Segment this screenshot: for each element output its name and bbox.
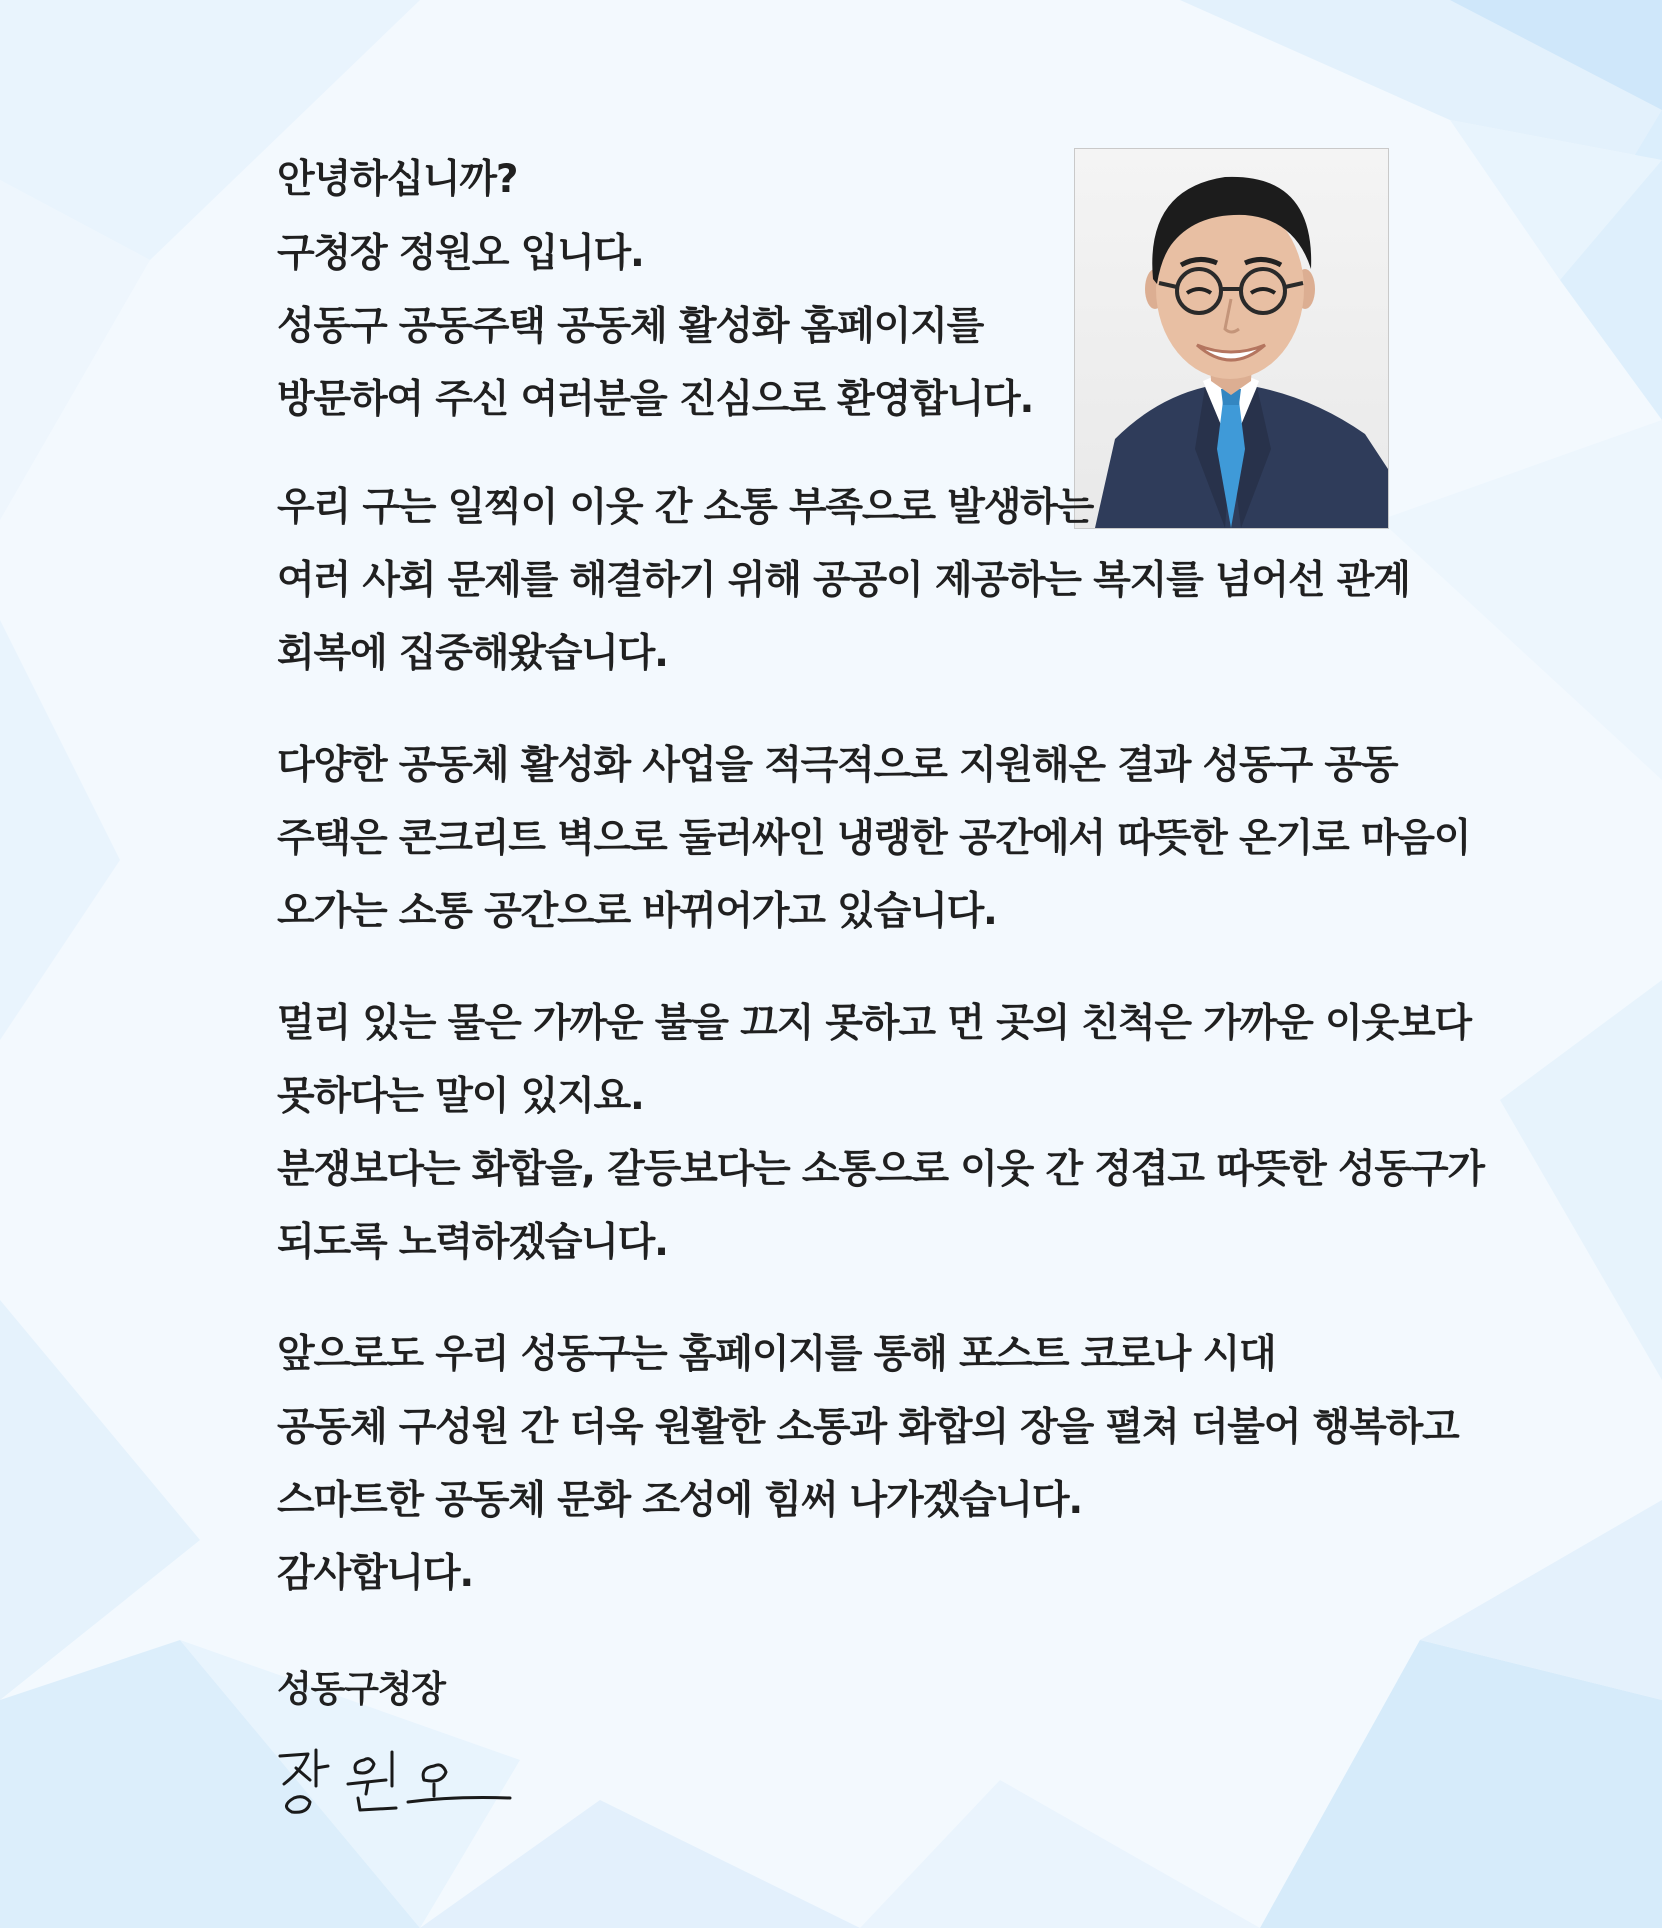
paragraph-1-line-3: 회복에 집중해왔습니다.: [277, 631, 668, 676]
paragraph-3-line-4: 되도록 노력하겠습니다.: [277, 1220, 668, 1265]
paragraph-2-line-2: 주택은 콘크리트 벽으로 둘러싸인 냉랭한 공간에서 따뜻한 온기로 마음이: [277, 816, 1471, 861]
paragraph-4-line-4: 감사합니다.: [277, 1551, 473, 1596]
paragraph-1-line-2: 여러 사회 문제를 해결하기 위해 공공이 제공하는 복지를 넘어선 관계: [277, 558, 1410, 603]
greeting-line-3: 성동구 공동주택 공동체 활성화 홈페이지를: [277, 304, 984, 349]
greeting-line-1: 안녕하십니까?: [277, 157, 518, 202]
greeting-line-2: 구청장 정원오 입니다.: [277, 231, 644, 276]
paragraph-4-line-1: 앞으로도 우리 성동구는 홈페이지를 통해 포스트 코로나 시대: [277, 1332, 1276, 1377]
paragraph-4-line-3: 스마트한 공동체 문화 조성에 힘써 나가겠습니다.: [277, 1478, 1082, 1523]
paragraph-3-line-3: 분쟁보다는 화합을, 갈등보다는 소통으로 이웃 간 정겹고 따뜻한 성동구가: [277, 1147, 1484, 1192]
paragraph-3-line-1: 멀리 있는 물은 가까운 불을 끄지 못하고 먼 곳의 친척은 가까운 이웃보다: [277, 1001, 1471, 1046]
paragraph-4-line-2: 공동체 구성원 간 더욱 원활한 소통과 화합의 장을 펼쳐 더불어 행복하고: [277, 1405, 1459, 1450]
mayor-portrait: [1074, 148, 1389, 529]
paragraph-1-line-1: 우리 구는 일찍이 이웃 간 소통 부족으로 발생하는: [277, 485, 1094, 530]
paragraph-3-line-2: 못하다는 말이 있지요.: [277, 1074, 644, 1119]
paragraph-2-line-3: 오가는 소통 공간으로 바뀌어가고 있습니다.: [277, 889, 997, 934]
sign-title: 성동구청장: [277, 1669, 445, 1710]
greeting-line-4: 방문하여 주신 여러분을 진심으로 환영합니다.: [277, 377, 1034, 422]
paragraph-2-line-1: 다양한 공동체 활성화 사업을 적극적으로 지원해온 결과 성동구 공동: [277, 743, 1398, 788]
handwritten-signature: [274, 1740, 514, 1820]
